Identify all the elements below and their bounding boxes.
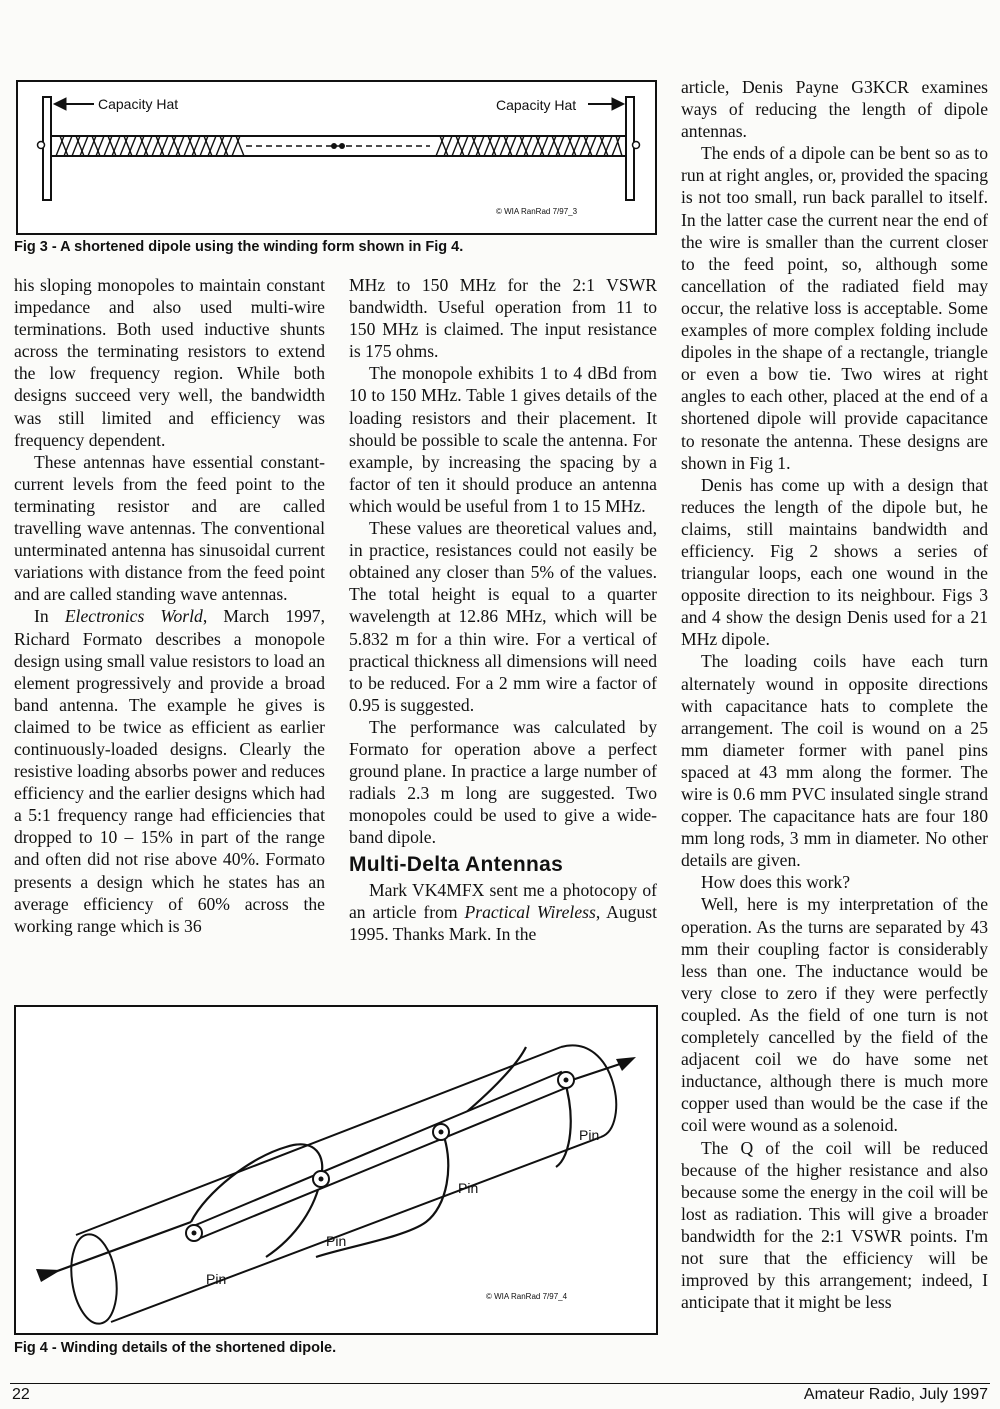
fig4-diagram xyxy=(16,1007,656,1333)
fig3-label-right: Capacity Hat xyxy=(496,97,577,113)
left-capacity-hat xyxy=(43,97,51,200)
section-heading: Multi-Delta Antennas xyxy=(349,853,564,877)
col3-paragraph-1: article, Denis Payne G3KCR examines ways of reducing the length of dipole antennas. xyxy=(681,77,988,142)
col3-paragraph-3: Denis has come up with a design that reduces the length of the dipole but, he claims, still maintains bandwidth and efficiency. Fig 2 shows a series of triangular loops, each one wound in the opposite direction to its neighbour. Figs 3 and 4 show the design Denis used for a 21 MHz dipole. xyxy=(681,474,988,650)
column-2 xyxy=(349,274,657,945)
page-number: 22 xyxy=(12,1386,30,1403)
footer-rule xyxy=(10,1383,990,1384)
arrow-in-icon xyxy=(36,1269,61,1282)
col3-paragraph-6: Well, here is my interpretation of the operation. As the turns are separated by 43 mm their coupling factor is considerably less than one. The inductance would be very close to zero if they were perfectly coupled. As the field of one turn is not completely cancelled by the field of the adjacent coil we do have some net inductance, although there is much more copper used than would be the case if the coil were wound as a solenoid. xyxy=(681,894,988,1136)
col1-paragraph-1: his sloping monopoles to maintain constant impedance and also used multi-wire terminations. Both used inductive shunts across the terminating resistors to extend the low frequency region. While both designs succeed very well, the bandwidth was still limited and efficiency was frequency dependent. xyxy=(14,275,325,450)
feed-point xyxy=(331,143,337,149)
column-3 xyxy=(681,76,988,1313)
fig3-copyright: © WIA RanRad 7/97_3 xyxy=(496,207,578,216)
fig4-caption: Fig 4 - Winding details of the shortened dipole. xyxy=(14,1340,337,1356)
col3-paragraph-4: The loading coils have each turn alternately wound in opposite directions with capacitance hats to complete the arrangement. The coil is wound on a 25 mm diameter former with panel pins spaced at 43 mm along the former. The wire is 0.6 mm PVC insulated single strand copper. The capacitance hats are four 180 mm long rods, 3 mm in diameter. No other details are given. xyxy=(681,651,988,871)
left-coil xyxy=(56,136,244,156)
arrow-out-icon xyxy=(616,1057,636,1071)
col2-paragraph-1: MHz to 150 MHz for the 2:1 VSWR bandwidth. Useful operation from 11 to 150 MHz is claimed. The input resistance is 175 ohms. xyxy=(349,275,657,362)
col3-paragraph-2: The ends of a dipole can be bent so as to run at right angles, or, provided the spacing is not too small, run back parallel to itself. In the latter case the current near the end of the wire is smaller than the current closer to the feed point, so, although some cancellation of the radiated field may occur, the relative loss is acceptable. Some examples of more complex folding include dipoles in the shape of a rectangle, triangle or even a bow tie. Two wires at right angles to each other, placed at the end of a shortened dipole will provide capacitance to resonate the antenna. These designs are shown in Fig 1. xyxy=(681,143,988,473)
col2-citation: Practical Wireless xyxy=(464,901,596,922)
fig4-box xyxy=(14,1005,658,1335)
fig3-label-left: Capacity Hat xyxy=(98,96,179,112)
column-1 xyxy=(14,274,325,937)
fig3-box xyxy=(16,80,657,235)
fig4-pin-label-4: Pin xyxy=(579,1127,600,1143)
publication-title: Amateur Radio, July 1997 xyxy=(803,1386,988,1403)
right-coil xyxy=(436,136,622,156)
col1-paragraph-2: These antennas have essential constant-current levels from the feed point to the terminating resistor and are called travelling wave antennas. The conventional unterminated antenna has sinusoidal current variations with distance from the feed point and are called standing wave antennas. xyxy=(14,451,325,605)
col2-paragraph-5: Mark VK4MFX sent me a photocopy of an article from Practical Wireless, August 1995. Thanks Mark. In the xyxy=(349,879,657,944)
fig4-copyright: © WIA RanRad 7/97_4 xyxy=(486,1292,568,1301)
col2-paragraph-3: These values are theoretical values and, in practice, resistances could not easily be obtained any closer than 5% of the values. The total height is equal to a quarter wavelength at 12.86 MHz, which will be 5.832 m for a thin wire. For a vertical of practical thickness all dimensions will need to be reduced. For a 2 mm wire a factor of 0.95 is suggested. xyxy=(349,518,657,715)
right-capacity-hat xyxy=(626,97,634,200)
col3-paragraph-5: How does this work? xyxy=(701,872,851,893)
fig4-pin-label-3: Pin xyxy=(458,1180,479,1196)
right-arrow-icon xyxy=(588,98,624,110)
connection-bars xyxy=(191,1072,568,1239)
fig3-caption: Fig 3 - A shortened dipole using the winding form shown in Fig 4. xyxy=(14,239,464,255)
col1-citation: Electronics World xyxy=(64,606,203,627)
col3-paragraph-7: The Q of the coil will be reduced because of the higher resistance and also because some the energy in the coil will be lost as radiation. This will give a broader bandwidth for the 2:1 VSWR points. I'm not sure that the efficiency will be improved by this arrangement; indeed, I anticipate that it might be less xyxy=(681,1137,988,1313)
col2-paragraph-2: The monopole exhibits 1 to 4 dBd from 10 to 150 MHz. Table 1 gives details of the loading resistors and their placement. It should be possible to scale the antenna. For example, by increasing the spacing by a factor of ten it should produce an antenna which would be useful from 1 to 15 MHz. xyxy=(349,363,657,516)
fig4-pin-label-1: Pin xyxy=(206,1271,227,1287)
col1-paragraph-3: In Electronics World, March 1997, Richard Formato describes a monopole design using small value resistors to load an element progressively and provide a broad band antenna. The example he gives is claimed to be twice as efficient as earlier continuously-loaded designs. Clearly the resistive loading absorbs power and reduces efficiency and the earlier designs which had a 5:1 frequency range had efficiencies that dropped to 10 – 15% in part of the range and often did not rise above 40%. Formato presents a design which he states has an average efficiency of 60% across the working range which is 36 xyxy=(14,606,326,936)
fig4-pin-label-2: Pin xyxy=(326,1233,347,1249)
left-arrow-icon xyxy=(54,98,94,110)
col2-paragraph-4: The performance was calculated by Formato for operation above a perfect ground plane. In practice a large number of radials 2.3 m long are suggested. Two monopoles could be used to give a wide-band dipole. xyxy=(349,716,657,848)
